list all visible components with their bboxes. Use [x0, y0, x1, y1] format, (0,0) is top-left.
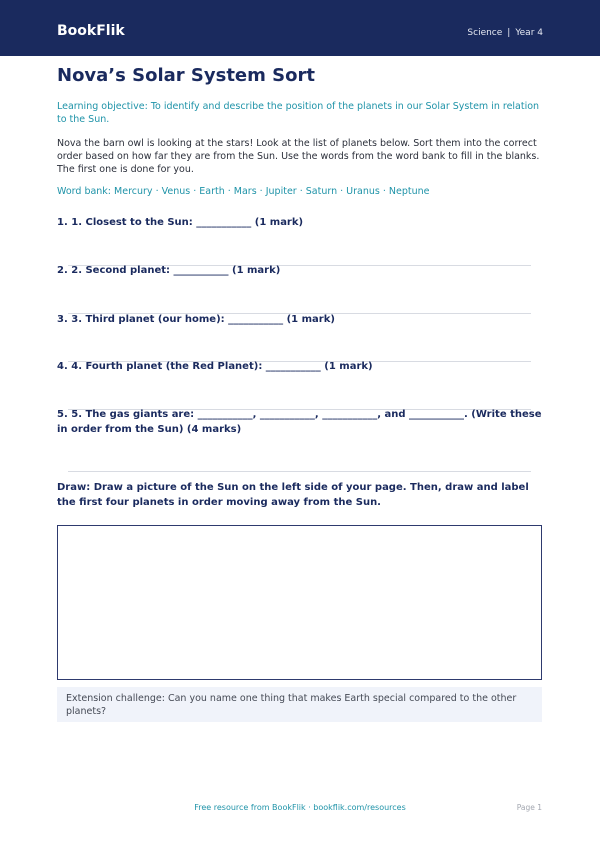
answer-divider: [68, 471, 531, 472]
subject-year-label: [467, 27, 543, 39]
draw-task: Draw: Draw a picture of the Sun on the left side of your page. Then, draw and label the first four planets in order moving away from the Sun.: [57, 482, 529, 508]
instructions-paragraph: Nova the barn owl is looking at the stars! Look at the list of planets below. Sort them into the correct order based on how far they are from the Sun. Use the words from the word bank to fill in the blanks. The first one is done for you.: [57, 138, 540, 175]
learning-objective: Learning objective: To identify and describe the position of the planets in our Solar System in relation to the Sun.: [57, 101, 540, 125]
brand-logo: BookFlik: [57, 23, 125, 39]
meta-separator: |: [507, 28, 511, 38]
page-number: Page 1: [516, 803, 542, 812]
question-4: 4. 4. Fourth planet (the Red Planet): ___________ (1 mark): [57, 361, 373, 372]
subject-label: Science: [467, 28, 503, 38]
word-bank: Word bank: Mercury · Venus · Earth · Mars · Jupiter · Saturn · Uranus · Neptune: [57, 186, 430, 197]
year-label: Year 4: [515, 28, 543, 38]
question-3: 3. 3. Third planet (our home): ___________ (1 mark): [57, 314, 335, 325]
header-bar: [0, 0, 600, 56]
extension-challenge: Extension challenge: Can you name one thing that makes Earth special compared to the other planets?: [57, 687, 542, 722]
drawing-area[interactable]: [57, 525, 542, 680]
question-5: 5. 5. The gas giants are: ___________, ___________, ___________, and ___________. (Write these in order from the Sun) (4 marks): [57, 409, 542, 435]
question-1: 1. 1. Closest to the Sun: ___________ (1 mark): [57, 217, 304, 228]
question-2: 2. 2. Second planet: ___________ (1 mark): [57, 265, 281, 276]
footer-resource-link[interactable]: Free resource from BookFlik · bookflik.com/resources: [194, 803, 406, 812]
worksheet-title: Nova’s Solar System Sort: [57, 65, 315, 86]
